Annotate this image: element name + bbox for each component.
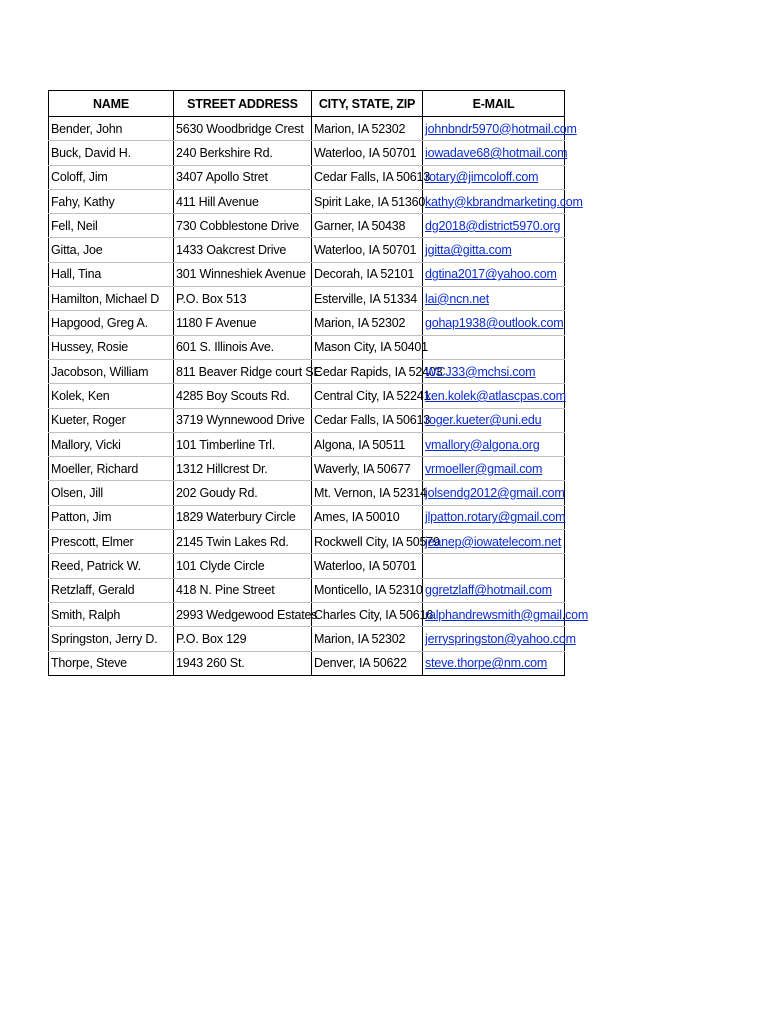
- email-link[interactable]: lai@ncn.net: [425, 291, 489, 306]
- table-row: [49, 554, 565, 578]
- email-link[interactable]: rotary@jimcoloff.com: [425, 170, 539, 185]
- street-address-cell: 811 Beaver Ridge court SE: [174, 359, 312, 383]
- email-link[interactable]: vrmoeller@gmail.com: [425, 461, 543, 476]
- email-link[interactable]: dgtina2017@yahoo.com: [425, 267, 557, 282]
- email-cell: [423, 457, 565, 481]
- email-cell: [423, 214, 565, 238]
- city-state-zip-cell: Waterloo, IA 50701: [312, 554, 423, 578]
- member-name-cell: Smith, Ralph: [49, 602, 174, 626]
- table-body: [49, 117, 589, 676]
- email-link[interactable]: jerryspringston@yahoo.com: [425, 631, 576, 646]
- email-cell: [423, 238, 565, 262]
- street-address-cell: 601 S. Illinois Ave.: [174, 335, 312, 359]
- member-name-cell: Hamilton, Michael D: [49, 287, 174, 311]
- table-row: [49, 651, 565, 675]
- city-state-zip-cell: Marion, IA 52302: [312, 311, 423, 335]
- member-name-cell: Coloff, Jim: [49, 165, 174, 189]
- email-cell: [423, 335, 565, 359]
- member-name-cell: Fell, Neil: [49, 214, 174, 238]
- table-row: [49, 141, 565, 165]
- city-state-zip-cell: Charles City, IA 50616: [312, 602, 423, 626]
- street-address-cell: 411 Hill Avenue: [174, 189, 312, 213]
- table-row: [49, 578, 565, 602]
- member-name-cell: Olsen, Jill: [49, 481, 174, 505]
- email-link[interactable]: johnbndr5970@hotmail.com: [425, 121, 577, 136]
- name-column-header: NAME: [49, 91, 174, 117]
- spreadsheet-page: [48, 90, 589, 676]
- email-cell: [423, 287, 565, 311]
- city-state-zip-cell: Mt. Vernon, IA 52314: [312, 481, 423, 505]
- street-address-cell: 240 Berkshire Rd.: [174, 141, 312, 165]
- city-state-zip-cell: Monticello, IA 52310: [312, 578, 423, 602]
- city-state-zip-cell: Rockwell City, IA 50579: [312, 530, 423, 554]
- email-link[interactable]: jgitta@gitta.com: [425, 243, 512, 258]
- email-link[interactable]: WCJ33@mchsi.com: [425, 364, 536, 379]
- email-cell: [423, 141, 568, 165]
- street-address-cell: 2145 Twin Lakes Rd.: [174, 530, 312, 554]
- table-row: [49, 262, 565, 286]
- street-address-cell: 4285 Boy Scouts Rd.: [174, 384, 312, 408]
- email-link[interactable]: iowadave68@hotmail.com: [425, 145, 568, 160]
- city-state-zip-cell: Waverly, IA 50677: [312, 457, 423, 481]
- member-name-cell: Moeller, Richard: [49, 457, 174, 481]
- street-address-cell: 1312 Hillcrest Dr.: [174, 457, 312, 481]
- street-address-cell: 101 Clyde Circle: [174, 554, 312, 578]
- city-state-zip-cell: Spirit Lake, IA 51360: [312, 189, 423, 213]
- table-row: [49, 457, 565, 481]
- email-cell: [423, 432, 565, 456]
- email-link[interactable]: jeanep@iowatelecom.net: [425, 534, 562, 549]
- street-address-cell: 1180 F Avenue: [174, 311, 312, 335]
- table-row: [49, 165, 565, 189]
- email-link[interactable]: ggretzlaff@hotmail.com: [425, 583, 552, 598]
- table-row: [49, 335, 565, 359]
- email-link[interactable]: steve.thorpe@nm.com: [425, 656, 548, 671]
- street-address-cell: 3719 Wynnewood Drive: [174, 408, 312, 432]
- city-state-zip-cell: Marion, IA 52302: [312, 117, 423, 141]
- table-row: [49, 359, 565, 383]
- city-state-zip-column-header: CITY, STATE, ZIP: [312, 91, 423, 117]
- street-address-column-header: STREET ADDRESS: [174, 91, 312, 117]
- city-state-zip-cell: Algona, IA 50511: [312, 432, 423, 456]
- street-address-cell: 101 Timberline Trl.: [174, 432, 312, 456]
- city-state-zip-cell: Mason City, IA 50401: [312, 335, 423, 359]
- city-state-zip-cell: Cedar Falls, IA 50613: [312, 165, 423, 189]
- table-row: [49, 505, 565, 529]
- member-name-cell: Prescott, Elmer: [49, 530, 174, 554]
- street-address-cell: P.O. Box 129: [174, 627, 312, 651]
- city-state-zip-cell: Central City, IA 52241: [312, 384, 423, 408]
- email-cell: [423, 505, 565, 529]
- member-name-cell: Kueter, Roger: [49, 408, 174, 432]
- header-row: [49, 91, 565, 117]
- email-cell: [423, 481, 565, 505]
- email-cell: [423, 189, 583, 213]
- table-row: [49, 602, 565, 626]
- email-cell: [423, 408, 565, 432]
- email-link[interactable]: kathy@kbrandmarketing.com: [425, 194, 583, 209]
- table-row: [49, 287, 565, 311]
- street-address-cell: 2993 Wedgewood Estates: [174, 602, 312, 626]
- member-name-cell: Reed, Patrick W.: [49, 554, 174, 578]
- member-name-cell: Hapgood, Greg A.: [49, 311, 174, 335]
- street-address-cell: P.O. Box 513: [174, 287, 312, 311]
- email-link[interactable]: dg2018@district5970.org: [425, 218, 561, 233]
- member-name-cell: Patton, Jim: [49, 505, 174, 529]
- city-state-zip-cell: Cedar Falls, IA 50613: [312, 408, 423, 432]
- email-link[interactable]: vmallory@algona.org: [425, 437, 540, 452]
- member-name-cell: Fahy, Kathy: [49, 189, 174, 213]
- table-row: [49, 384, 565, 408]
- member-name-cell: Thorpe, Steve: [49, 651, 174, 675]
- table-row: [49, 627, 565, 651]
- city-state-zip-cell: Waterloo, IA 50701: [312, 141, 423, 165]
- city-state-zip-cell: Cedar Rapids, IA 52403: [312, 359, 423, 383]
- table-row: [49, 189, 565, 213]
- table-row: [49, 408, 565, 432]
- email-link[interactable]: jlpatton.rotary@gmail.com: [425, 510, 566, 525]
- member-name-cell: Hall, Tina: [49, 262, 174, 286]
- member-name-cell: Gitta, Joe: [49, 238, 174, 262]
- email-link[interactable]: ralphandrewsmith@gmail.com: [425, 607, 589, 622]
- email-cell: [423, 627, 576, 651]
- email-cell: [423, 359, 565, 383]
- email-cell: [423, 578, 565, 602]
- email-column-header: E-MAIL: [423, 91, 565, 117]
- email-cell: [423, 117, 577, 141]
- email-cell: [423, 262, 565, 286]
- email-cell: [423, 384, 565, 408]
- street-address-cell: 3407 Apollo Stret: [174, 165, 312, 189]
- street-address-cell: 301 Winneshiek Avenue: [174, 262, 312, 286]
- street-address-cell: 1829 Waterbury Circle: [174, 505, 312, 529]
- member-name-cell: Kolek, Ken: [49, 384, 174, 408]
- email-link[interactable]: ken.kolek@atlascpas.com: [425, 388, 566, 403]
- email-cell: [423, 651, 565, 675]
- email-cell: [423, 602, 589, 626]
- email-cell: [423, 165, 565, 189]
- street-address-cell: 730 Cobblestone Drive: [174, 214, 312, 238]
- street-address-cell: 1433 Oakcrest Drive: [174, 238, 312, 262]
- city-state-zip-cell: Ames, IA 50010: [312, 505, 423, 529]
- email-link[interactable]: gohap1938@outlook.com: [425, 316, 564, 331]
- table-row: [49, 481, 565, 505]
- email-link[interactable]: roger.kueter@uni.edu: [425, 413, 542, 428]
- email-cell: [423, 530, 565, 554]
- street-address-cell: 5630 Woodbridge Crest: [174, 117, 312, 141]
- table-row: [49, 432, 565, 456]
- street-address-cell: 418 N. Pine Street: [174, 578, 312, 602]
- city-state-zip-cell: Marion, IA 52302: [312, 627, 423, 651]
- city-state-zip-cell: Esterville, IA 51334: [312, 287, 423, 311]
- street-address-cell: 202 Goudy Rd.: [174, 481, 312, 505]
- table-row: [49, 214, 565, 238]
- city-state-zip-cell: Garner, IA 50438: [312, 214, 423, 238]
- email-cell: [423, 554, 565, 578]
- member-name-cell: Jacobson, William: [49, 359, 174, 383]
- email-cell: [423, 311, 565, 335]
- city-state-zip-cell: Denver, IA 50622: [312, 651, 423, 675]
- city-state-zip-cell: Decorah, IA 52101: [312, 262, 423, 286]
- city-state-zip-cell: Waterloo, IA 50701: [312, 238, 423, 262]
- table-row: [49, 117, 565, 141]
- member-name-cell: Hussey, Rosie: [49, 335, 174, 359]
- member-name-cell: Retzlaff, Gerald: [49, 578, 174, 602]
- member-name-cell: Bender, John: [49, 117, 174, 141]
- email-link[interactable]: jolsendg2012@gmail.com: [425, 486, 565, 501]
- member-name-cell: Mallory, Vicki: [49, 432, 174, 456]
- table-row: [49, 238, 565, 262]
- member-name-cell: Buck, David H.: [49, 141, 174, 165]
- street-address-cell: 1943 260 St.: [174, 651, 312, 675]
- table-row: [49, 530, 565, 554]
- member-directory-table: [48, 90, 589, 676]
- member-name-cell: Springston, Jerry D.: [49, 627, 174, 651]
- table-row: [49, 311, 565, 335]
